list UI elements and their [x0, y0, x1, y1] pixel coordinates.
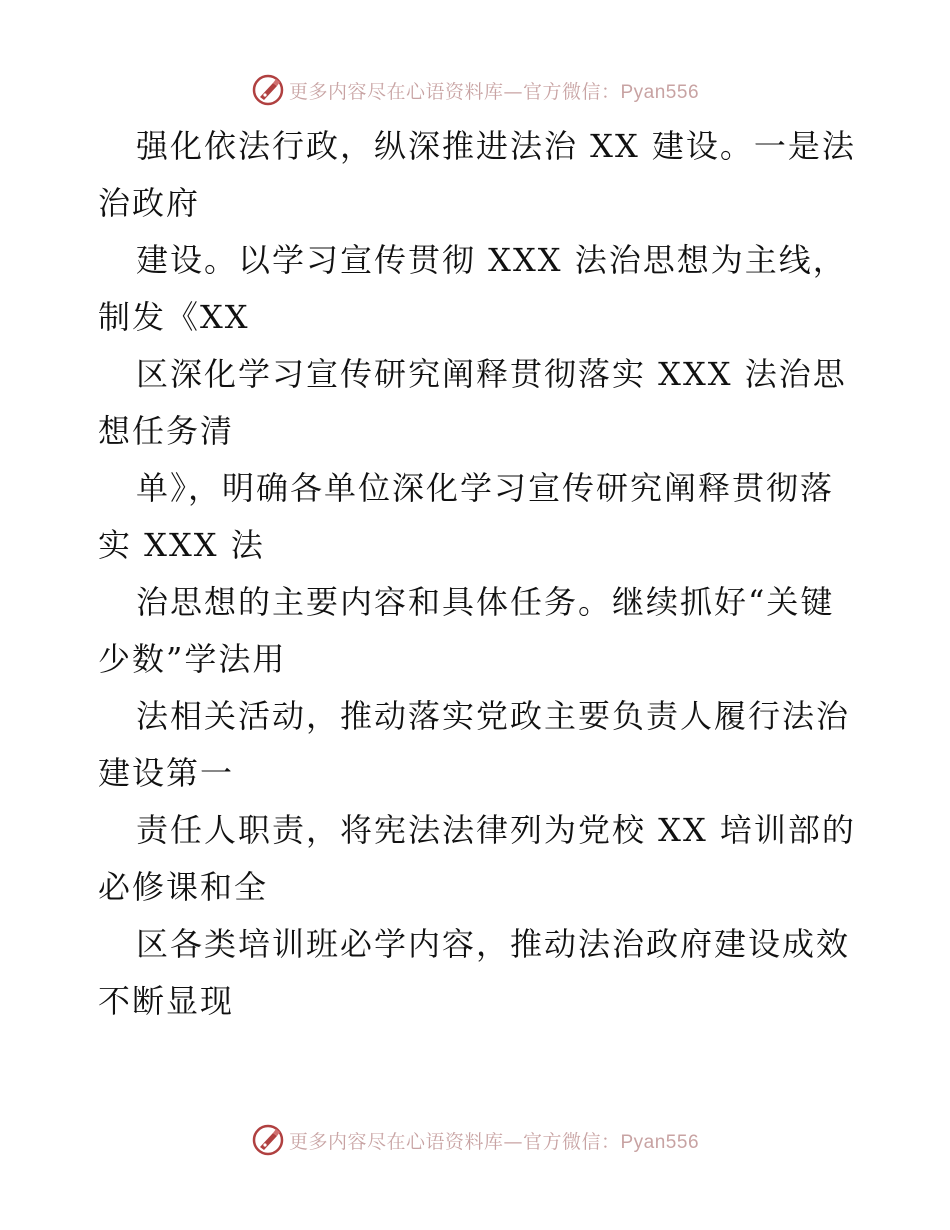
- header-wechat-id: Pyan556: [620, 81, 700, 103]
- body-line: 实 XXX 法: [98, 526, 265, 564]
- header-banner-text: [289, 77, 699, 104]
- footer-banner-label: 更多内容尽在心语资料库—官方微信：: [288, 1130, 621, 1153]
- body-line: 治思想的主要内容和具体任务。继续抓好“关键: [136, 583, 835, 621]
- body-line: 法相关活动，推动落实党政主要负责人履行法治: [136, 697, 851, 735]
- body-line: 不断显现: [98, 982, 235, 1020]
- body-line: 治政府: [98, 184, 201, 222]
- document-body: [98, 118, 858, 1030]
- body-line: 想任务清: [98, 412, 235, 450]
- body-line: 责任人职责，将宪法法律列为党校 XX 培训部的: [136, 811, 856, 849]
- body-line: 必修课和全: [98, 868, 269, 906]
- body-line: 少数”学法用: [98, 640, 287, 678]
- body-line: 强化依法行政，纵深推进法治 XX 建设。一是法: [136, 127, 856, 165]
- pen-nib-logo-icon: [251, 73, 285, 107]
- header-banner-label: 更多内容尽在心语资料库—官方微信：: [288, 80, 621, 103]
- footer-banner-text: [289, 1127, 699, 1154]
- header-banner-inner: [251, 73, 699, 107]
- pen-nib-logo-icon: [251, 1123, 285, 1157]
- body-line: 制发《XX: [98, 298, 250, 336]
- body-line: 区各类培训班必学内容，推动法治政府建设成效: [136, 925, 851, 963]
- body-line: 建设。以学习宣传贯彻 XXX 法治思想为主线，: [136, 241, 847, 279]
- body-line: 建设第一: [98, 754, 235, 792]
- header-banner: [0, 70, 950, 110]
- footer-wechat-id: Pyan556: [620, 1131, 700, 1153]
- body-line: 区深化学习宣传研究阐释贯彻落实 XXX 法治思: [136, 355, 847, 393]
- footer-banner: [0, 1120, 950, 1160]
- footer-banner-inner: [251, 1123, 699, 1157]
- body-line: 单》，明确各单位深化学习宣传研究阐释贯彻落: [136, 469, 835, 507]
